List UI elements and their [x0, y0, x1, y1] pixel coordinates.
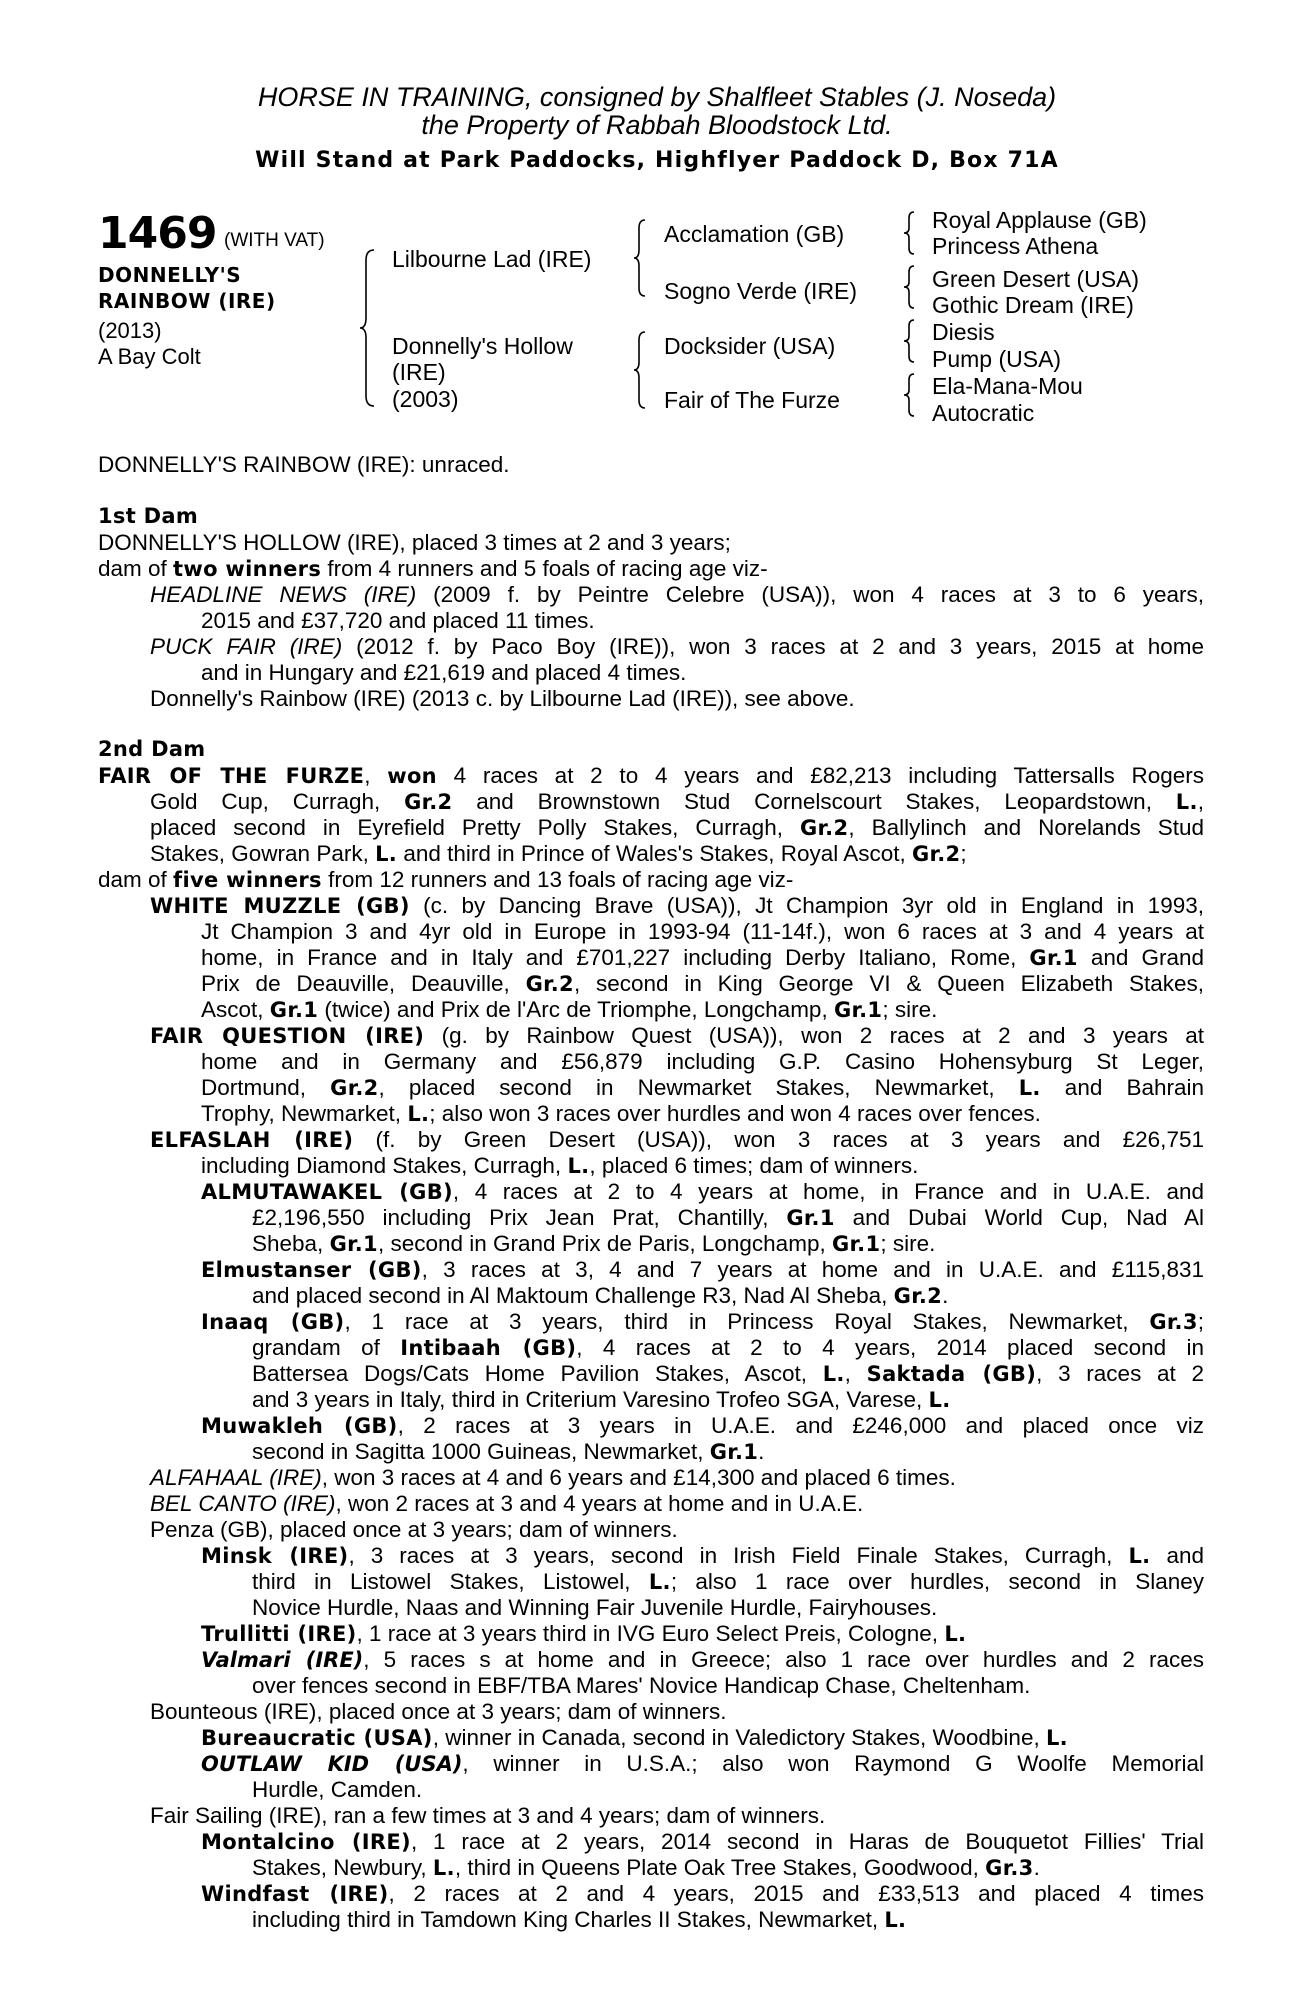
- text-run: Gold Cup, Curragh,: [150, 789, 405, 814]
- text-run: ,: [1197, 789, 1204, 814]
- text-run: , winner in U.S.A.; also won Raymond G Woolfe Memorial: [462, 1751, 1204, 1776]
- produce-entry-muwakleh: [201, 1413, 1204, 1439]
- text-run: Battersea Dogs/Cats Home Pavilion Stakes, Ascot,: [252, 1361, 823, 1386]
- produce-entry-donnellys-rainbow: Donnelly's Rainbow (IRE) (2013 c. by Lilbourne Lad (IRE)), see above.: [150, 686, 855, 711]
- produce-entry-continuation: Novice Hurdle, Naas and Winning Fair Juvenile Hurdle, Fairyhouses.: [252, 1595, 938, 1620]
- text-run-bold: Gr.1: [709, 1440, 759, 1464]
- text-run: second in Sagitta 1000 Guineas, Newmarket,: [252, 1439, 710, 1464]
- produce-entry-bel-canto: [150, 1491, 863, 1517]
- race-summary: DONNELLY'S RAINBOW (IRE): unraced.: [98, 452, 510, 477]
- second-dam-line4: [150, 841, 967, 868]
- text-run-bold: Elmustanser (GB): [201, 1258, 422, 1282]
- produce-entry-fair-sailing: Fair Sailing (IRE), ran a few times at 3 and 4 years; dam of winners.: [150, 1803, 826, 1828]
- text-run-italic: BEL CANTO (IRE): [150, 1491, 336, 1516]
- text-run-italic: ALFAHAAL (IRE): [150, 1465, 322, 1490]
- text-run: , second in Grand Prix de Paris, Longchamp,: [377, 1231, 832, 1256]
- produce-entry-continuation: [252, 1569, 1204, 1595]
- produce-entry-continuation: [201, 997, 937, 1024]
- text-run: , placed 6 times; dam of winners.: [589, 1153, 919, 1178]
- text-run-italic: PUCK FAIR (IRE): [150, 634, 343, 659]
- produce-entry-bounteous: Bounteous (IRE), placed once at 3 years; dam of winners.: [150, 1699, 727, 1724]
- pedigree-dds: Ela-Mana-Mou: [932, 373, 1083, 399]
- brace-sd: [903, 264, 917, 310]
- text-run-bold: Gr.2: [525, 972, 574, 996]
- text-run-bold: Bureaucratic (USA): [201, 1726, 433, 1750]
- text-run: third in Listowel Stakes, Listowel,: [252, 1569, 649, 1594]
- text-run: ;: [960, 841, 967, 866]
- text-run: £2,196,550 including Prix Jean Prat, Chantilly,: [252, 1205, 787, 1230]
- text-run: and: [1150, 1543, 1204, 1568]
- text-run-bold: FAIR OF THE FURZE: [98, 764, 365, 788]
- text-run-bold: L.: [1018, 1076, 1041, 1100]
- pedigree-dam-dam: Fair of The Furze: [664, 387, 840, 413]
- text-run-bold-italic: Valmari (IRE): [201, 1648, 364, 1672]
- second-dam-line1: [98, 763, 1204, 789]
- text-run: , second in King George VI & Queen Elizabeth Stakes,: [573, 971, 1204, 996]
- text-run-bold: Gr.2: [912, 842, 961, 866]
- text-run-bold: Gr.2: [799, 816, 849, 840]
- text-run: ,: [364, 763, 388, 788]
- text-run-bold: L.: [567, 1154, 590, 1178]
- horse-name: [98, 262, 338, 314]
- text-run: placed second in Eyrefield Pretty Polly Stakes, Curragh,: [150, 815, 800, 840]
- text-run: Trophy, Newmarket,: [201, 1101, 408, 1126]
- produce-entry-continuation: [201, 1101, 1041, 1128]
- text-run: and Grand: [1077, 945, 1204, 970]
- text-run-bold: Gr.1: [329, 1232, 378, 1256]
- produce-entry-continuation: [252, 1361, 1204, 1387]
- text-run: and third in Prince of Wales's Stakes, Royal Ascot,: [397, 841, 913, 866]
- text-run-bold: L.: [375, 842, 398, 866]
- text-run: , winner in Canada, second in Valedictory Stakes, Woodbine,: [432, 1725, 1046, 1750]
- first-dam-line: DONNELLY'S HOLLOW (IRE), placed 3 times at 2 and 3 years;: [98, 530, 731, 555]
- text-run-bold: Minsk (IRE): [201, 1544, 349, 1568]
- text-run-bold: Gr.2: [893, 1284, 943, 1308]
- produce-entry-continuation: 2015 and £37,720 and placed 11 times.: [201, 608, 595, 633]
- text-run: , won 2 races at 3 and 4 years at home and in U.A.E.: [335, 1491, 864, 1516]
- text-run: , 2 races at 2 and 4 years, 2015 and £33,513 and placed 4 times: [388, 1881, 1204, 1906]
- produce-entry-continuation: [252, 1855, 1040, 1882]
- stabling-line: Will Stand at Park Paddocks, Highflyer Paddock D, Box 71A: [255, 148, 1059, 173]
- pedigree-dam-line1: Donnelly's Hollow: [392, 333, 573, 359]
- produce-entry-continuation: and in Hungary and £21,619 and placed 4 times.: [201, 660, 687, 685]
- pedigree-sire-sire: Acclamation (GB): [664, 221, 845, 247]
- text-run: , 3 races at 3, 4 and 7 years at home and in U.A.E. and £115,831: [421, 1257, 1204, 1282]
- text-run: dam of: [98, 556, 174, 581]
- lot-number: 1469: [98, 208, 217, 259]
- produce-entry-trullitti: [201, 1621, 966, 1648]
- text-run-bold: Inaaq (GB): [201, 1310, 345, 1334]
- text-run: , 4 races at 2 to 4 years, 2014 placed second in: [576, 1335, 1204, 1360]
- pedigree-main-brace: [360, 248, 380, 408]
- produce-entry-windfast: [201, 1881, 1204, 1907]
- text-run: (f. by Green Desert (USA)), won 3 races at 3 years and £26,751: [353, 1127, 1204, 1152]
- text-run-bold: L.: [648, 1570, 671, 1594]
- brace-ss: [903, 210, 917, 256]
- text-run-bold: Gr.2: [330, 1076, 379, 1100]
- text-run-bold: L.: [928, 1388, 951, 1412]
- text-run: .: [942, 1283, 949, 1308]
- text-run: ; sire.: [882, 997, 938, 1022]
- text-run: and Brownstown Stud Cornelscourt Stakes, Leopardstown,: [452, 789, 1176, 814]
- text-run-bold: Gr.1: [269, 998, 319, 1022]
- text-run: Ascot,: [201, 997, 270, 1022]
- produce-entry-continuation: [201, 971, 1204, 997]
- pedigree-dam-line2: (IRE): [392, 359, 446, 385]
- pedigree-sdd: Gothic Dream (IRE): [932, 292, 1134, 318]
- text-run: .: [1033, 1855, 1040, 1880]
- produce-entry-headline-news: [150, 582, 1204, 608]
- produce-entry-continuation: [201, 945, 1204, 971]
- produce-entry-alfahaal: [150, 1465, 956, 1491]
- text-run: and Dubai World Cup, Nad Al: [834, 1205, 1204, 1230]
- text-run: , 3 races at 2: [1036, 1361, 1204, 1386]
- produce-entry-penza: Penza (GB), placed once at 3 years; dam of winners.: [150, 1517, 678, 1542]
- text-run: , 1 race at 2 years, 2014 second in Haras de Bouquetot Fillies' Trial: [410, 1829, 1204, 1854]
- produce-entry-elfaslah: [150, 1127, 1204, 1153]
- pedigree-dam-line3: (2003): [392, 386, 459, 412]
- text-run: ; sire.: [880, 1231, 936, 1256]
- first-dam-heading: 1st Dam: [98, 504, 199, 528]
- produce-entry-continuation: [252, 1231, 935, 1258]
- text-run: , 5 races s at home and in Greece; also 1 race over hurdles and 2 races: [363, 1647, 1204, 1672]
- text-run-bold: L.: [944, 1622, 967, 1646]
- produce-entry-minsk: [201, 1543, 1204, 1569]
- second-dam-produce-line: [98, 867, 793, 894]
- produce-entry-continuation: home and in Germany and £56,879 including G.P. Casino Hohensyburg St Leger,: [201, 1049, 1204, 1074]
- produce-entry-bureaucratic: [201, 1725, 1068, 1752]
- text-run: home, in France and in Italy and £701,227 including Derby Italiano, Rome,: [201, 945, 1030, 970]
- text-run-bold: Gr.1: [786, 1206, 835, 1230]
- text-run-bold: five winners: [173, 868, 322, 892]
- text-run: Stakes, Gowran Park,: [150, 841, 376, 866]
- text-run: including Diamond Stakes, Curragh,: [201, 1153, 568, 1178]
- produce-entry-montalcino: [201, 1829, 1204, 1855]
- text-run-bold: Gr.1: [1029, 946, 1078, 970]
- text-run: ;: [1197, 1309, 1204, 1334]
- produce-entry-continuation: over fences second in EBF/TBA Mares' Novice Handicap Chase, Cheltenham.: [252, 1673, 1031, 1698]
- text-run: ; also won 3 races over hurdles and won 4 races over fences.: [429, 1101, 1041, 1126]
- text-run: and Bahrain: [1040, 1075, 1204, 1100]
- text-run: , won 3 races at 4 and 6 years and £14,300 and placed 6 times.: [321, 1465, 956, 1490]
- text-run-bold: ELFASLAH (IRE): [150, 1128, 354, 1152]
- text-run: (g. by Rainbow Quest (USA)), won 2 races at 2 and 3 years at: [424, 1023, 1204, 1048]
- pedigree-sss: Royal Applause (GB): [932, 207, 1147, 233]
- brace-ds: [903, 318, 917, 364]
- text-run-bold: FAIR QUESTION (IRE): [150, 1024, 425, 1048]
- text-run-bold: Gr.1: [833, 998, 883, 1022]
- text-run: and 3 years in Italy, third in Criterium Varesino Trofeo SGA, Varese,: [252, 1387, 929, 1412]
- text-run-bold: Gr.3: [985, 1856, 1034, 1880]
- produce-entry-continuation: [252, 1205, 1204, 1231]
- text-run: .: [758, 1439, 765, 1464]
- text-run-bold: Windfast (IRE): [201, 1882, 389, 1906]
- produce-entry-continuation: [252, 1335, 1204, 1361]
- text-run-bold: L.: [884, 1908, 907, 1932]
- text-run-bold: WHITE MUZZLE (GB): [150, 894, 410, 918]
- text-run: from 4 runners and 5 foals of racing age viz-: [321, 556, 768, 581]
- text-run: Stakes, Newbury,: [252, 1855, 433, 1880]
- pedigree-sire-dam: Sogno Verde (IRE): [664, 278, 858, 304]
- text-run-bold: Trullitti (IRE): [201, 1622, 357, 1646]
- vat-note: (WITH VAT): [224, 230, 325, 251]
- produce-entry-continuation: Jt Champion 3 and 4yr old in Europe in 1993-94 (11-14f.), won 6 races at 3 and 4 years at: [201, 919, 1204, 944]
- text-run: from 12 runners and 13 foals of racing age viz-: [321, 867, 794, 892]
- text-run-bold: Saktada (GB): [866, 1362, 1037, 1386]
- text-run: (2009 f. by Peintre Celebre (USA)), won 4 races at 3 to 6 years,: [416, 582, 1204, 607]
- produce-entry-continuation: [201, 1075, 1204, 1101]
- produce-entry-outlaw-kid: [201, 1751, 1204, 1777]
- dam-brace: [633, 330, 649, 410]
- produce-entry-valmari: [201, 1647, 1204, 1673]
- pedigree-dss: Diesis: [932, 319, 995, 345]
- text-run-bold: L.: [822, 1362, 845, 1386]
- text-run: , 4 races at 2 to 4 years at home, in France and in U.A.E. and: [452, 1179, 1204, 1204]
- owner-line: the Property of Rabbah Bloodstock Ltd.: [421, 110, 893, 140]
- text-run-bold: L.: [1128, 1544, 1151, 1568]
- produce-entry-white-muzzle: [150, 893, 1204, 919]
- produce-entry-inaaq: [201, 1309, 1204, 1335]
- text-run-bold: ALMUTAWAKEL (GB): [201, 1180, 453, 1204]
- text-run: , 1 race at 3 years, third in Princess Royal Stakes, Newmarket,: [344, 1309, 1150, 1334]
- foaling-year: (2013): [98, 318, 162, 343]
- text-run: Prix de Deauville, Deauville,: [201, 971, 526, 996]
- text-run-bold: won: [387, 764, 437, 788]
- pedigree-dam-sire: Docksider (USA): [664, 333, 836, 359]
- text-run-bold: Gr.1: [831, 1232, 881, 1256]
- text-run-bold: Muwakleh (GB): [201, 1414, 398, 1438]
- horse-name-line2: RAINBOW (IRE): [98, 289, 276, 313]
- text-run: (twice) and Prix de l'Arc de Triomphe, Longchamp,: [318, 997, 834, 1022]
- pedigree-dsd: Pump (USA): [932, 346, 1062, 372]
- text-run-bold: two winners: [173, 557, 322, 581]
- text-run: (c. by Dancing Brave (USA)), Jt Champion 3yr old in England in 1993,: [409, 893, 1204, 918]
- consignor-line: HORSE IN TRAINING, consigned by Shalfleet Stables (J. Noseda): [257, 82, 1057, 112]
- pedigree-ssd: Princess Athena: [932, 233, 1099, 259]
- produce-entry-almutawakel: [201, 1179, 1204, 1205]
- second-dam-line2: [150, 789, 1204, 815]
- pedigree-sds: Green Desert (USA): [932, 266, 1140, 292]
- produce-entry-continuation: [201, 1153, 918, 1180]
- produce-entry-puck-fair: [150, 634, 1204, 660]
- text-run-bold-italic: OUTLAW KID (USA): [201, 1752, 463, 1776]
- text-run: , third in Queens Plate Oak Tree Stakes, Goodwood,: [454, 1855, 986, 1880]
- text-run: including third in Tamdown King Charles II Stakes, Newmarket,: [252, 1907, 885, 1932]
- brace-dd: [903, 372, 917, 418]
- text-run-bold: Gr.2: [404, 790, 453, 814]
- text-run-bold: L.: [407, 1102, 430, 1126]
- text-run-bold: Gr.3: [1149, 1310, 1198, 1334]
- text-run: dam of: [98, 867, 174, 892]
- produce-entry-elmustanser: [201, 1257, 1204, 1283]
- text-run-bold: L.: [432, 1856, 455, 1880]
- text-run: Dortmund,: [201, 1075, 331, 1100]
- text-run: , Ballylinch and Norelands Stud: [848, 815, 1204, 840]
- text-run: grandam of: [252, 1335, 401, 1360]
- second-dam-line3: [150, 815, 1204, 841]
- produce-entry-fair-question: [150, 1023, 1204, 1049]
- sire-brace: [633, 218, 649, 298]
- produce-entry-continuation: [252, 1439, 764, 1466]
- text-run-bold: Montalcino (IRE): [201, 1830, 411, 1854]
- text-run: Sheba,: [252, 1231, 330, 1256]
- produce-entry-continuation: Hurdle, Camden.: [252, 1777, 423, 1802]
- text-run: , 3 races at 3 years, second in Irish Field Finale Stakes, Curragh,: [348, 1543, 1129, 1568]
- text-run-bold: L.: [1045, 1726, 1068, 1750]
- text-run: 4 races at 2 to 4 years and £82,213 including Tattersalls Rogers: [436, 763, 1204, 788]
- text-run-italic: HEADLINE NEWS (IRE): [150, 582, 417, 607]
- text-run: , 2 races at 3 years in U.A.E. and £246,000 and placed once viz: [397, 1413, 1204, 1438]
- horse-name-line1: DONNELLY'S: [98, 263, 242, 287]
- text-run: ; also 1 race over hurdles, second in Slaney: [670, 1569, 1204, 1594]
- second-dam-heading: 2nd Dam: [98, 737, 206, 761]
- produce-entry-continuation: [252, 1907, 906, 1934]
- pedigree-ddd: Autocratic: [932, 400, 1035, 426]
- text-run: (2012 f. by Paco Boy (IRE)), won 3 races at 2 and 3 years, 2015 at home: [342, 634, 1204, 659]
- first-dam-produce-line: [98, 556, 768, 583]
- text-run: , 1 race at 3 years third in IVG Euro Select Preis, Cologne,: [356, 1621, 945, 1646]
- text-run: , placed second in Newmarket Stakes, Newmarket,: [378, 1075, 1019, 1100]
- produce-entry-continuation: [252, 1387, 951, 1414]
- text-run-bold: Intibaah (GB): [400, 1336, 577, 1360]
- text-run-bold: L.: [1175, 790, 1198, 814]
- horse-description: A Bay Colt: [98, 344, 201, 369]
- text-run: and placed second in Al Maktoum Challenge R3, Nad Al Sheba,: [252, 1283, 894, 1308]
- produce-entry-continuation: [252, 1283, 948, 1310]
- pedigree-sire: Lilbourne Lad (IRE): [392, 246, 592, 272]
- text-run: ,: [844, 1361, 867, 1386]
